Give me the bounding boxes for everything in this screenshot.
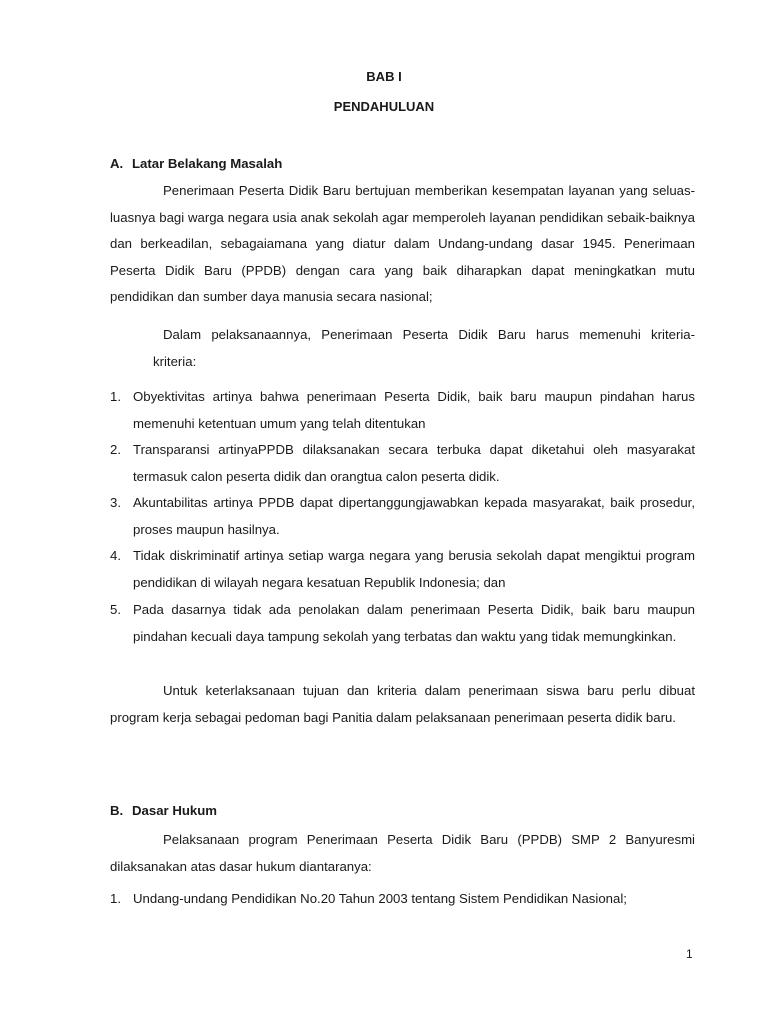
chapter-title: BAB I	[366, 69, 402, 84]
section-a-paragraph-1: Penerimaan Peserta Didik Baru bertujuan memberikan kesempatan layanan yang seluas-luasnya bagi warga negara usia anak sekolah agar memperoleh layanan pendidikan sebaik-baiknya dan berkeadilan, sebagaiamana yang diatur dalam Undang-undang dasar 1945. Penerimaan Peserta Didik Baru (PPDB) dengan cara yang baik diharapkan dapat meningkatkan mutu pendidikan dan sumber daya manusia secara nasional;	[110, 183, 695, 304]
section-a-number: A.	[110, 156, 124, 171]
criteria-item-number: 1.	[110, 389, 121, 404]
section-b-heading	[110, 803, 217, 818]
criteria-item-2	[110, 437, 695, 490]
criteria-item-3	[110, 490, 695, 543]
section-a-title: Latar Belakang Masalah	[132, 156, 283, 171]
section-b-number: B.	[110, 803, 124, 818]
criteria-item-text: Transparansi artinyaPPDB dilaksanakan secara terbuka dapat diketahui oleh masyarakat termasuk calon peserta didik dan orangtua calon peserta didik.	[133, 442, 695, 484]
criteria-item-number: 2.	[110, 442, 121, 457]
criteria-item-text: Akuntabilitas artinya PPDB dapat dipertanggungjawabkan kepada masyarakat, baik prosedur, proses maupun hasilnya.	[133, 495, 695, 537]
section-b-title: Dasar Hukum	[132, 803, 218, 818]
criteria-item-1	[110, 384, 695, 437]
chapter-subtitle: PENDAHULUAN	[333, 99, 435, 114]
section-a-paragraph-2-line-1: Dalam pelaksanaannya, Penerimaan Peserta Didik Baru harus memenuhi kriteria-	[163, 327, 695, 342]
page-number: 1	[686, 947, 693, 961]
law-item-1	[110, 886, 695, 913]
criteria-item-4	[110, 543, 695, 596]
section-a-paragraph-2-line-2: kriteria:	[153, 353, 197, 369]
criteria-item-text: Tidak diskriminatif artinya setiap warga negara yang berusia sekolah dapat mengiktui program pendidikan di wilayah negara kesatuan Republik Indonesia; dan	[133, 548, 695, 590]
section-a-paragraph-3: Untuk keterlaksanaan tujuan dan kriteria dalam penerimaan siswa baru perlu dibuat program kerja sebagai pedoman bagi Panitia dalam pelaksanaan penerimaan peserta didik baru.	[110, 683, 695, 725]
criteria-item-5	[110, 597, 695, 650]
section-b-paragraph-1: Pelaksanaan program Penerimaan Peserta Didik Baru (PPDB) SMP 2 Banyuresmi dilaksanakan atas dasar hukum diantaranya:	[110, 832, 695, 874]
criteria-item-number: 3.	[110, 495, 121, 510]
section-a-paragraph-2	[110, 322, 695, 375]
criteria-item-text: Pada dasarnya tidak ada penolakan dalam penerimaan Peserta Didik, baik baru maupun pindahan kecuali daya tampung sekolah yang terbatas dan waktu yang tidak memungkinkan.	[133, 602, 695, 644]
law-item-number: 1.	[110, 891, 121, 906]
criteria-item-number: 4.	[110, 548, 121, 563]
criteria-item-text: Obyektivitas artinya bahwa penerimaan Peserta Didik, baik baru maupun pindahan harus memenuhi ketentuan umum yang telah ditentukan	[133, 389, 695, 431]
law-item-text: Undang-undang Pendidikan No.20 Tahun 2003 tentang Sistem Pendidikan Nasional;	[133, 891, 627, 906]
criteria-item-number: 5.	[110, 602, 121, 617]
section-a-heading	[110, 156, 282, 171]
